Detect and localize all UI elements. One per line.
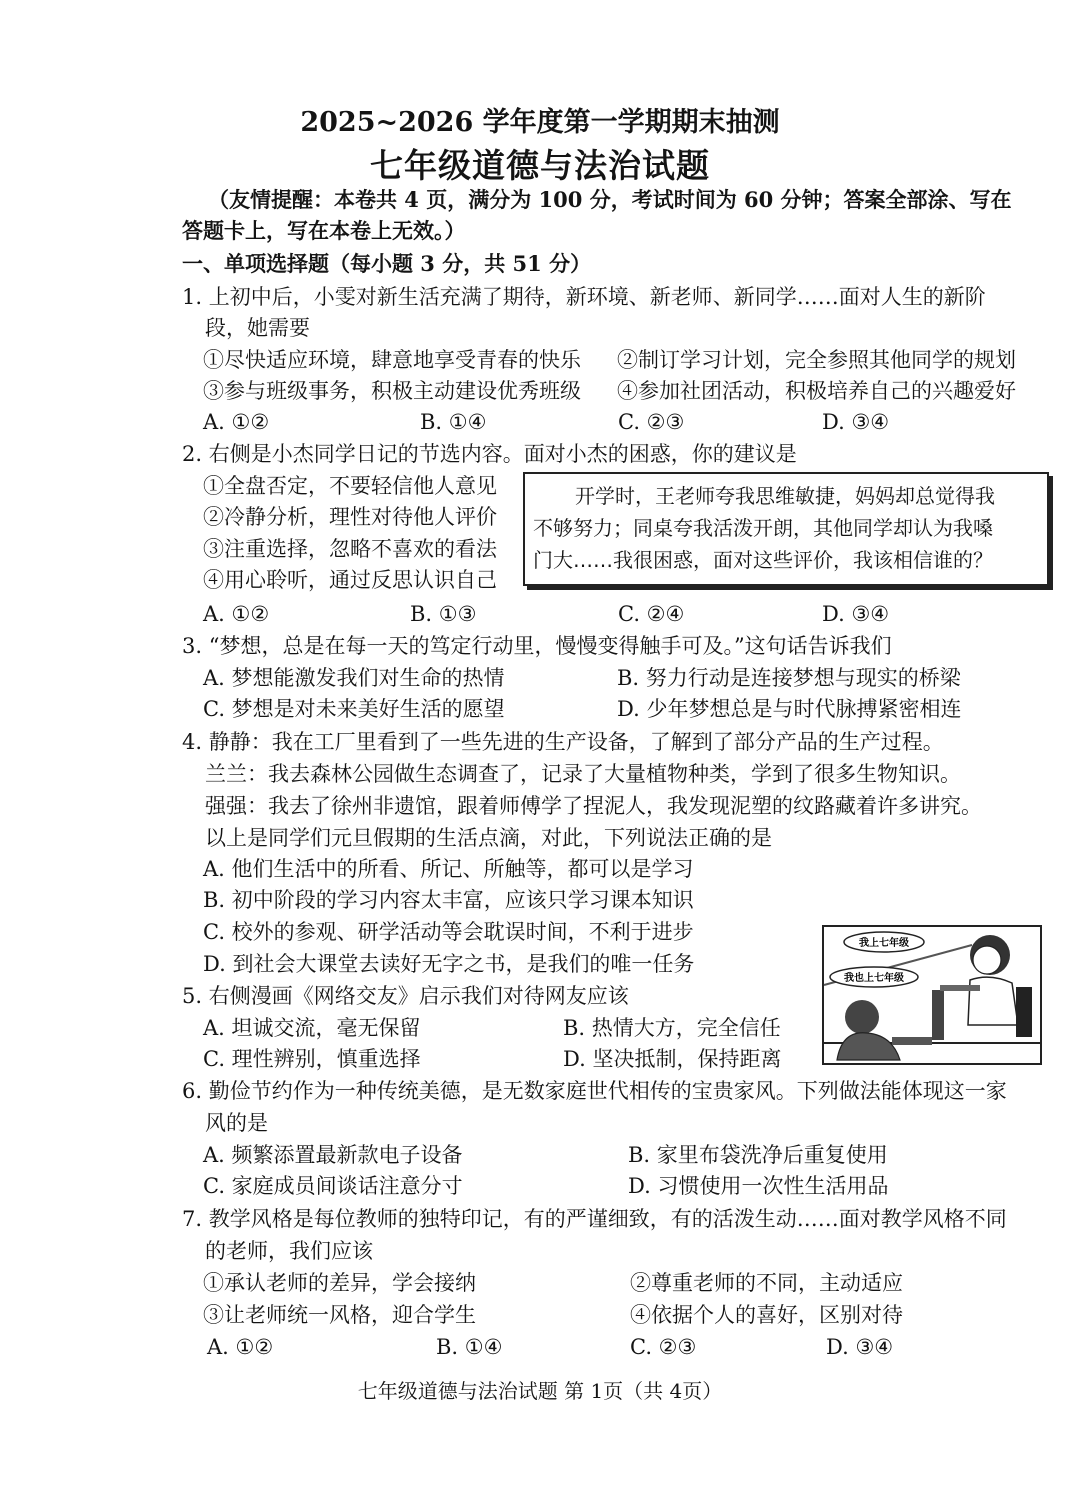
diary-excerpt-box	[523, 472, 1049, 586]
boy-hair	[845, 1000, 879, 1034]
keyboard-top	[940, 985, 980, 991]
q4-stem-line-2: 兰兰：我去森林公园做生态调查了，记录了大量植物种类，学到了很多生物知识。	[205, 762, 961, 786]
q7-stem-line-1: 7. 教学风格是每位教师的独特印记，有的严谨细致，有的活泼生动……面对教学风格不同	[182, 1207, 1007, 1231]
girl-body	[968, 977, 1018, 1025]
notice-line-1: （友情提醒：本卷共 4 页，满分为 100 分，考试时间为 60 分钟；答案全部涂、写在	[208, 187, 1012, 212]
girl-face	[973, 946, 1001, 974]
q5-option-b: B. 热情大方，完全信任	[563, 1016, 781, 1040]
q1-option-d: D. ③④	[822, 410, 890, 434]
q2-item-1: ①全盘否定，不要轻信他人意见	[203, 474, 497, 498]
q7-option-c: C. ②③	[630, 1335, 697, 1359]
exam-title-term: 2025~2026 学年度第一学期期末抽测	[300, 107, 780, 138]
q4-option-a: A. 他们生活中的所看、所记、所触等，都可以是学习	[203, 857, 694, 881]
q4-stem-line-3: 强强：我去了徐州非遗馆，跟着师傅学了捏泥人，我发现泥塑的纹路藏着许多讲究。	[205, 794, 982, 818]
q4-option-c: C. 校外的参观、研学活动等会耽误时间，不利于进步	[203, 920, 694, 944]
speech-bubble-top-text: 我上七年级	[859, 938, 909, 949]
q4-option-d: D. 到社会大课堂去读好无字之书，是我们的唯一任务	[203, 952, 695, 976]
q1-item-3: ③参与班级事务，积极主动建设优秀班级	[203, 379, 581, 403]
section-heading: 一、单项选择题（每小题 3 分，共 51 分）	[182, 251, 592, 276]
q7-item-2: ②尊重老师的不同，主动适应	[630, 1271, 903, 1295]
q1-item-4: ④参加社团活动，积极培养自己的兴趣爱好	[617, 379, 1016, 403]
q2-item-3: ③注重选择，忽略不喜欢的看法	[203, 537, 497, 561]
notice-line-2: 答题卡上，写在本卷上无效。）	[182, 218, 466, 243]
diary-line-2: 不够努力；同桌夸我活泼开朗，其他同学却认为我嗓	[533, 516, 993, 540]
q7-stem-line-2: 的老师，我们应该	[205, 1239, 373, 1263]
q2-option-d: D. ③④	[822, 602, 890, 626]
q2-stem: 2. 右侧是小杰同学日记的节选内容。面对小杰的困惑，你的建议是	[182, 442, 797, 466]
q1-option-c: C. ②③	[618, 410, 685, 434]
q7-item-3: ③让老师统一风格，迎合学生	[203, 1303, 476, 1327]
q4-stem-line-4: 以上是同学们元旦假期的生活点滴，对此，下列说法正确的是	[205, 826, 772, 850]
diary-line-3: 门大……我很困惑，面对这些评价，我该相信谁的？	[533, 548, 993, 572]
q3-option-c: C. 梦想是对未来美好生活的愿望	[203, 697, 505, 721]
q6-stem-line-1: 6. 勤俭节约作为一种传统美德，是无数家庭世代相传的宝贵家风。下列做法能体现这一家	[182, 1079, 1007, 1103]
q4-stem-line-1: 4. 静静：我在工厂里看到了一些先进的生产设备，了解到了部分产品的生产过程。	[182, 730, 944, 754]
q7-item-1: ①承认老师的差异，学会接纳	[203, 1271, 476, 1295]
q6-option-b: B. 家里布袋洗净后重复使用	[628, 1143, 888, 1167]
q3-option-b: B. 努力行动是连接梦想与现实的桥梁	[617, 666, 961, 690]
q3-stem: 3. “梦想，总是在每一天的笃定行动里，慢慢变得触手可及。”这句话告诉我们	[182, 634, 892, 658]
q1-stem-line-1: 1. 上初中后，小雯对新生活充满了期待，新环境、新老师、新同学……面对人生的新阶	[182, 285, 986, 309]
q5-option-a: A. 坦诚交流，毫无保留	[203, 1016, 421, 1040]
q6-option-d: D. 习惯使用一次性生活用品	[628, 1174, 889, 1198]
q4-option-b: B. 初中阶段的学习内容太丰富，应该只学习课本知识	[203, 888, 694, 912]
q1-stem-line-2: 段，她需要	[205, 316, 310, 340]
q5-option-d: D. 坚决抵制，保持距离	[563, 1047, 782, 1071]
q1-item-2: ②制订学习计划，完全参照其他同学的规划	[617, 348, 1016, 372]
q1-item-1: ①尽快适应环境，肆意地享受青春的快乐	[203, 348, 581, 372]
q6-option-a: A. 频繁添置最新款电子设备	[203, 1143, 463, 1167]
exam-title-subject: 七年级道德与法治试题	[370, 146, 710, 185]
q2-option-b: B. ①③	[410, 602, 477, 626]
q2-option-a: A. ①②	[203, 602, 270, 626]
q7-item-4: ④依据个人的喜好，区别对待	[630, 1303, 903, 1327]
q6-option-c: C. 家庭成员间谈话注意分寸	[203, 1174, 463, 1198]
q5-stem: 5. 右侧漫画《网络交友》启示我们对待网友应该	[182, 984, 629, 1008]
q2-item-2: ②冷静分析，理性对待他人评价	[203, 505, 497, 529]
q6-stem-line-2: 风的是	[205, 1111, 268, 1135]
q3-option-d: D. 少年梦想总是与时代脉搏紧密相连	[617, 697, 962, 721]
diary-line-1: 开学时，王老师夸我思维敏捷，妈妈却总觉得我	[575, 484, 995, 508]
q1-option-a: A. ①②	[203, 410, 270, 434]
q3-option-a: A. 梦想能激发我们对生命的热情	[203, 666, 505, 690]
monitor	[932, 990, 944, 1040]
q2-item-4: ④用心聆听，通过反思认识自己	[203, 568, 497, 592]
q7-option-d: D. ③④	[826, 1335, 894, 1359]
page-footer: 七年级道德与法治试题 第 1页（共 4页）	[357, 1379, 723, 1403]
boy-keyboard	[892, 1037, 932, 1045]
q1-option-b: B. ①④	[420, 410, 487, 434]
q2-option-c: C. ②④	[618, 602, 685, 626]
online-friendship-comic	[822, 925, 1042, 1065]
q7-option-a: A. ①②	[207, 1335, 274, 1359]
q7-option-b: B. ①④	[436, 1335, 503, 1359]
speech-bubble-bottom-text: 我也上七年级	[844, 973, 904, 984]
chair-back	[1016, 987, 1032, 1037]
q5-option-c: C. 理性辨别，慎重选择	[203, 1047, 421, 1071]
